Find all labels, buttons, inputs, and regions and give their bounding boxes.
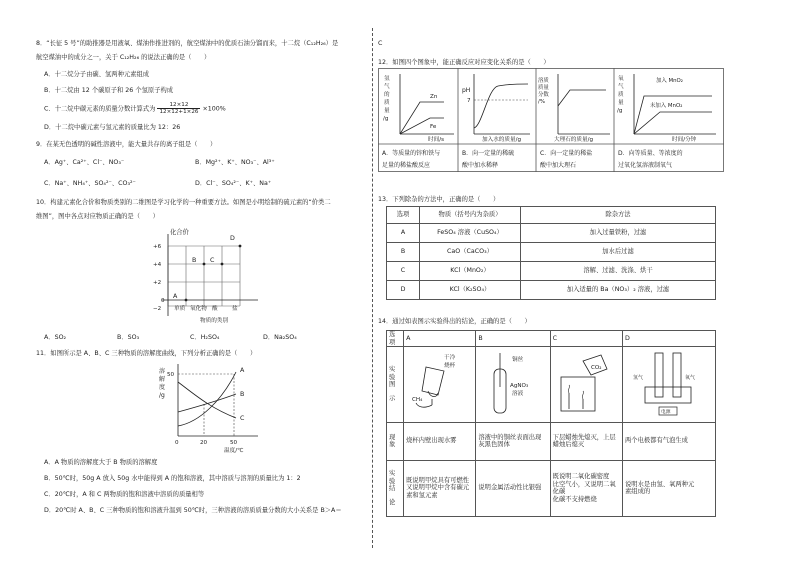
q11-x-tick-20: 20: [200, 440, 208, 446]
q14-d-label-oxygen: 氧气: [685, 375, 696, 382]
q8-stem-line2: 航空煤油中的成分之一，关于 C₁₂H₂₆ 的说法正确的是（ ）: [36, 54, 211, 61]
q8-option-c-fraction: [157, 102, 200, 115]
table-row: [387, 243, 716, 262]
q12-c-y2: 质量: [538, 85, 549, 91]
q8-option-d: D．十二烷中碳元素与氢元素的质量比为 12：26: [44, 124, 181, 131]
q12-c-y4: /%: [538, 99, 545, 105]
q12-caption-c-1: C．向一定量的稀盐: [540, 150, 593, 157]
q14-row-image-label-1: 实验图: [389, 366, 396, 389]
q10-stem-line1: 10．构建元素化合价和物质类别的二维图是学习化学的一种重要方法。如图是小明绘制的硫元素的“价类二: [36, 199, 331, 206]
q12-b-x-title: 加入水的质量/g: [482, 137, 521, 143]
q10-point-d-label: D: [230, 235, 235, 242]
q13-table: [386, 206, 716, 300]
q14-concl-d-1: 说明水是由氢、氧两种元: [625, 480, 695, 488]
q12-graph-a: [383, 74, 454, 143]
q11-curve-b-label: B: [240, 391, 245, 398]
q12-d-label-with: 加入 MnO₂: [656, 78, 683, 84]
q13-row-b-method: 加水后过滤: [521, 243, 716, 262]
q11-option-c: C．20℃时，A 和 C 两物质的饱和溶液中溶质的质量相等: [44, 491, 205, 498]
q14-row-conclusion-label-2: 论: [389, 498, 396, 506]
q12-c-y3: 分数: [538, 92, 549, 98]
q12-a-x-title: 时间/s: [428, 137, 444, 143]
q10-point-c: [221, 263, 224, 266]
q12-d-y1: 氧: [618, 76, 624, 82]
q14-b-label-wire: 铜丝: [512, 357, 524, 364]
q12-a-line-fe: [400, 118, 444, 134]
q13-row-a-option: A: [387, 224, 420, 243]
q12-d-label-without: 未加入 MnO₂: [650, 103, 683, 109]
q13-row-d-option: D: [387, 281, 420, 300]
q12-d-y3: 质: [618, 92, 624, 98]
q13-row-a-substance: FeSO₄ 溶液（CuSO₄）: [420, 224, 521, 243]
q14-image-b: [476, 347, 548, 419]
q14-d-label-hydrogen: 氢气: [633, 375, 644, 382]
q14-concl-d: [623, 460, 716, 516]
q11-y-title-4: /g: [159, 392, 165, 399]
q14-concl-c-1: 既说明二氧化碳密度: [552, 473, 610, 481]
q13-row-c-substance: KCl（MnO₂）: [420, 262, 521, 281]
q14-phen-b-2: 灰黑色固体: [478, 441, 510, 449]
q14-concl-d-2: 素组成的: [625, 488, 651, 496]
column-divider: [372, 28, 373, 548]
q14-concl-c-3: 化碳不支持燃烧: [552, 495, 597, 503]
table-row: [387, 460, 716, 516]
q11-curve-c-label: C: [240, 415, 245, 422]
q14-image-d: [623, 347, 715, 419]
q14-image-d-cell: [623, 347, 716, 423]
q12-a-y5: 量: [384, 108, 390, 114]
electrolysis-tube-icon: [655, 353, 663, 397]
q14-header-b: B: [476, 331, 550, 347]
q14-a-label-beaker: 烧杯: [444, 363, 456, 370]
q12-graph-d: [617, 74, 716, 143]
q14-phen-b-1: 溶液中的铜丝表面出现: [478, 433, 542, 441]
q14-row-phenomenon-label: 现象: [387, 422, 404, 460]
q12-a-y6: /g: [383, 116, 389, 122]
q14-concl-a-2: 又说明甲烷中含有碳元: [406, 484, 470, 492]
q13-row-c-method: 溶解、过滤、洗涤、烘干: [521, 262, 716, 281]
q14-phen-b: [476, 422, 550, 460]
q12-d-y4: 量: [618, 100, 624, 106]
q14-header-option: 选项: [387, 331, 404, 347]
q12-graph-b: [462, 74, 530, 143]
q11-option-d-continuation: C: [378, 40, 383, 47]
q12-d-line-without-mno2: [634, 112, 712, 134]
q12-a-y1: 氢: [384, 76, 390, 82]
q10-y-tick-m2: −2: [153, 306, 162, 312]
q10-y-tick-p2: +2: [153, 280, 162, 286]
q12-graph-panel: [378, 68, 724, 172]
q11-option-d: D．20℃时 A、B、C 三种物质的饱和溶液升温到 50℃时，三种溶液的溶质质量分数的大小关系是 B＞A＝: [44, 507, 342, 514]
q12-b-tick-7: 7: [467, 98, 471, 104]
gas-tube-icon: [416, 403, 432, 407]
q14-image-c: [551, 347, 621, 419]
beaker-icon: [561, 377, 595, 411]
q10-x-tick-element: 单质: [174, 306, 186, 312]
q12-a-y3: 的: [384, 92, 390, 98]
q12-a-label-fe: Fe: [430, 124, 437, 130]
q14-a-label-ch4: CH₄: [412, 397, 423, 404]
q14-image-c-cell: [550, 347, 622, 423]
q12-d-x-title: 时间/分钟: [672, 137, 697, 143]
q10-stem-line2: 维图”，图中各点对应物质正确的是（ ）: [36, 213, 159, 220]
q11-x-tick-0: 0: [175, 440, 179, 446]
q12-b-curve: [474, 84, 528, 128]
q14-concl-a-1: 既说明甲烷具有可燃性: [406, 476, 470, 484]
q14-a-label-cold: 干冷: [444, 355, 456, 362]
beaker-icon: [422, 367, 444, 395]
q12-a-y4: 质: [384, 100, 390, 106]
q14-phen-c-1: 下层蜡烛先熄灭，上层: [552, 433, 616, 441]
q14-b-label-agno3: AgNO₃: [510, 383, 529, 390]
q14-phen-c: [550, 422, 622, 460]
q9-stem: 9．在某无色透明的碱性溶液中，能大量共存的离子组是（ ）: [36, 141, 217, 148]
q14-row-image-label-2: 示: [389, 394, 396, 402]
q12-caption-d-2: 过氧化氢溶液制氧气: [618, 162, 673, 169]
q10-point-b: [203, 263, 206, 266]
q14-row-conclusion-label-1: 实验结: [389, 470, 396, 493]
q14-concl-b: 说明金属活动性比银强: [476, 460, 550, 516]
q10-point-b-label: B: [192, 257, 197, 264]
flame-icon: [582, 391, 583, 399]
q12-stem: 12．如图四个图象中，能正确反应对应变化关系的是（ ）: [378, 59, 550, 66]
q10-x-tick-salt: 盐: [232, 306, 238, 312]
q14-header-a: A: [404, 331, 476, 347]
q12-d-y5: /g: [617, 108, 623, 114]
q10-option-b: B．SO₃: [117, 334, 140, 341]
q11-y-tick-50: 50: [167, 372, 175, 378]
q12-c-y1: 溶质: [538, 78, 549, 84]
q13-header-method: 除杂方法: [521, 207, 716, 224]
table-row: [387, 224, 716, 243]
q13-row-a-method: 加入过量铁粉，过滤: [521, 224, 716, 243]
q10-valence-class-chart: [140, 224, 280, 330]
q11-y-title-2: 解: [159, 376, 166, 383]
q14-header-d: D: [623, 331, 716, 347]
q10-point-a: [185, 299, 188, 302]
q10-y-tick-p4: +4: [153, 262, 162, 268]
q11-x-tick-50: 50: [230, 440, 238, 446]
q10-y-title: 化合价: [170, 229, 189, 236]
q14-concl-c: [550, 460, 622, 516]
q12-a-label-zn: Zn: [430, 94, 438, 100]
q10-point-c-label: C: [210, 257, 215, 264]
q10-option-a: A．SO₂: [44, 334, 67, 341]
q14-header-c: C: [550, 331, 622, 347]
q8-option-a: A．十二烷分子由碳、氢两种元素组成: [44, 71, 150, 78]
q8-option-b: B．十二烷由 12 个碳原子和 26 个氢原子构成: [44, 87, 174, 94]
q10-x-tick-acid: 酸: [212, 306, 218, 312]
q13-row-b-option: B: [387, 243, 420, 262]
q11-curve-a-label: A: [240, 367, 245, 374]
q12-caption-a-1: A．等质量的锌和铁与: [382, 150, 441, 157]
q14-b-label-solution: 溶液: [512, 391, 524, 398]
q12-c-line: [558, 90, 606, 106]
q8-fraction-denominator: 12×12+1×26: [159, 109, 199, 116]
electrolysis-tube-icon: [673, 353, 681, 397]
q13-row-d-method: 加入适量的 Ba（NO₃）₂ 溶液，过滤: [521, 281, 716, 300]
q12-graph-c: [538, 74, 610, 143]
q13-row-b-substance: CaO（CaCO₃）: [420, 243, 521, 262]
q14-image-a: [404, 347, 474, 419]
q8-fraction-numerator: 12×12: [157, 102, 200, 109]
q11-y-title-1: 溶: [159, 368, 166, 375]
q14-table: [386, 330, 716, 517]
q10-option-d: D．Na₂SO₄: [263, 334, 297, 341]
q9-option-b: B．Mg²⁺、K⁺、NO₃⁻、Al³⁺: [195, 159, 275, 166]
q14-d-label-power: 电源: [661, 410, 671, 416]
q8-option-c: [44, 102, 226, 115]
q14-phen-d: 两个电极都有气泡生成: [623, 422, 716, 460]
q12-caption-d-1: D．向等质量、等浓度的: [618, 150, 683, 157]
table-row: [387, 281, 716, 300]
q11-stem: 11．如图所示是 A、B、C 三种物质的溶解度曲线，下列分析正确的是（ ）: [36, 350, 257, 357]
q13-row-c-option: C: [387, 262, 420, 281]
q10-grid: [168, 246, 240, 306]
q9-option-d: D．Cl⁻、SO₄²⁻、K⁺、Na⁺: [195, 180, 272, 187]
q10-x-title: 物质的类别: [200, 318, 228, 324]
q10-y-tick-p6: +6: [153, 244, 162, 250]
q8-stem-line1: 8．“长征 5 号”的助推器是用液氧、煤油作推进剂的，航空煤油中的优质石油分馏而来，十二烷（C₁₂H₂₆）是: [36, 40, 339, 47]
table-row: [387, 422, 716, 460]
water-trough-icon: [645, 387, 691, 403]
q10-option-c: C．H₂SO₄: [190, 334, 220, 341]
q14-image-a-cell: [404, 347, 476, 423]
q12-caption-c-2: 酸中加大理石: [540, 162, 577, 169]
q14-c-label-co2: CO₂: [590, 365, 602, 372]
q10-y-tick-0: 0: [161, 298, 165, 304]
q8-option-c-prefix: C．十二烷中碳元素的质量分数计算式为: [44, 105, 156, 113]
q12-caption-b-2: 酸中加水稀释: [462, 162, 499, 169]
q13-header-substance: 物质（括号内为杂质）: [420, 207, 521, 224]
q14-concl-a-3: 素和氢元素: [406, 491, 438, 499]
q14-stem: 14．通过如表图示实验得出的结论，正确的是（ ）: [378, 318, 531, 325]
q9-option-a: A．Ag⁺、Ca²⁺、Cl⁻、NO₃⁻: [44, 159, 125, 166]
q10-point-a-label: A: [173, 293, 178, 300]
q10-point-d: [239, 245, 242, 248]
q12-c-x-title: 大理石的质量/g: [554, 137, 593, 143]
q13-stem: 13．下列除杂的方法中，正确的是（ ）: [378, 196, 500, 203]
q14-row-conclusion-label: [387, 460, 404, 516]
q14-concl-a: [404, 460, 476, 516]
q11-x-title: 温度/℃: [224, 448, 244, 454]
q11-option-b: B．50℃时，50g A 放入 50g 水中能得到 A 的饱和溶液，其中溶质与溶剂的质量比为 1：2: [44, 475, 301, 482]
q11-option-a: A．A 物质的溶解度大于 B 物质的溶解度: [44, 459, 158, 466]
q12-caption-a-2: 足量的稀盐酸反应: [382, 162, 431, 169]
q14-image-b-cell: [476, 347, 550, 423]
q13-header-option: 选项: [387, 207, 420, 224]
q12-a-y2: 气: [384, 84, 390, 90]
q13-row-d-substance: KCl（K₂SO₄）: [420, 281, 521, 300]
flame-icon: [568, 385, 569, 393]
q12-caption-b-1: B．向一定量的稀硫: [462, 150, 515, 157]
q12-d-line-with-mno2: [634, 96, 712, 134]
q14-phen-a: 烧杯内壁出现水雾: [404, 422, 476, 460]
table-row: [387, 262, 716, 281]
table-row: [387, 347, 716, 423]
q11-solubility-chart: [150, 360, 268, 456]
q12-d-y2: 气: [618, 84, 624, 90]
q12-b-y-title: pH: [462, 87, 471, 94]
q14-phen-c-2: 蜡烛后熄灭: [552, 441, 585, 449]
q8-option-c-suffix: ×100%: [202, 105, 226, 113]
q9-option-c: C．Na⁺、NH₄⁺、SO₄²⁻、CO₃²⁻: [44, 180, 136, 187]
q14-row-image-label: [387, 347, 404, 423]
q11-y-title-3: 度: [159, 384, 166, 391]
q14-concl-c-2: 比空气小，又说明二氧化碳: [552, 480, 616, 496]
q11-curve-a: [178, 372, 236, 426]
q10-x-tick-oxide: 氧化物: [190, 306, 207, 312]
